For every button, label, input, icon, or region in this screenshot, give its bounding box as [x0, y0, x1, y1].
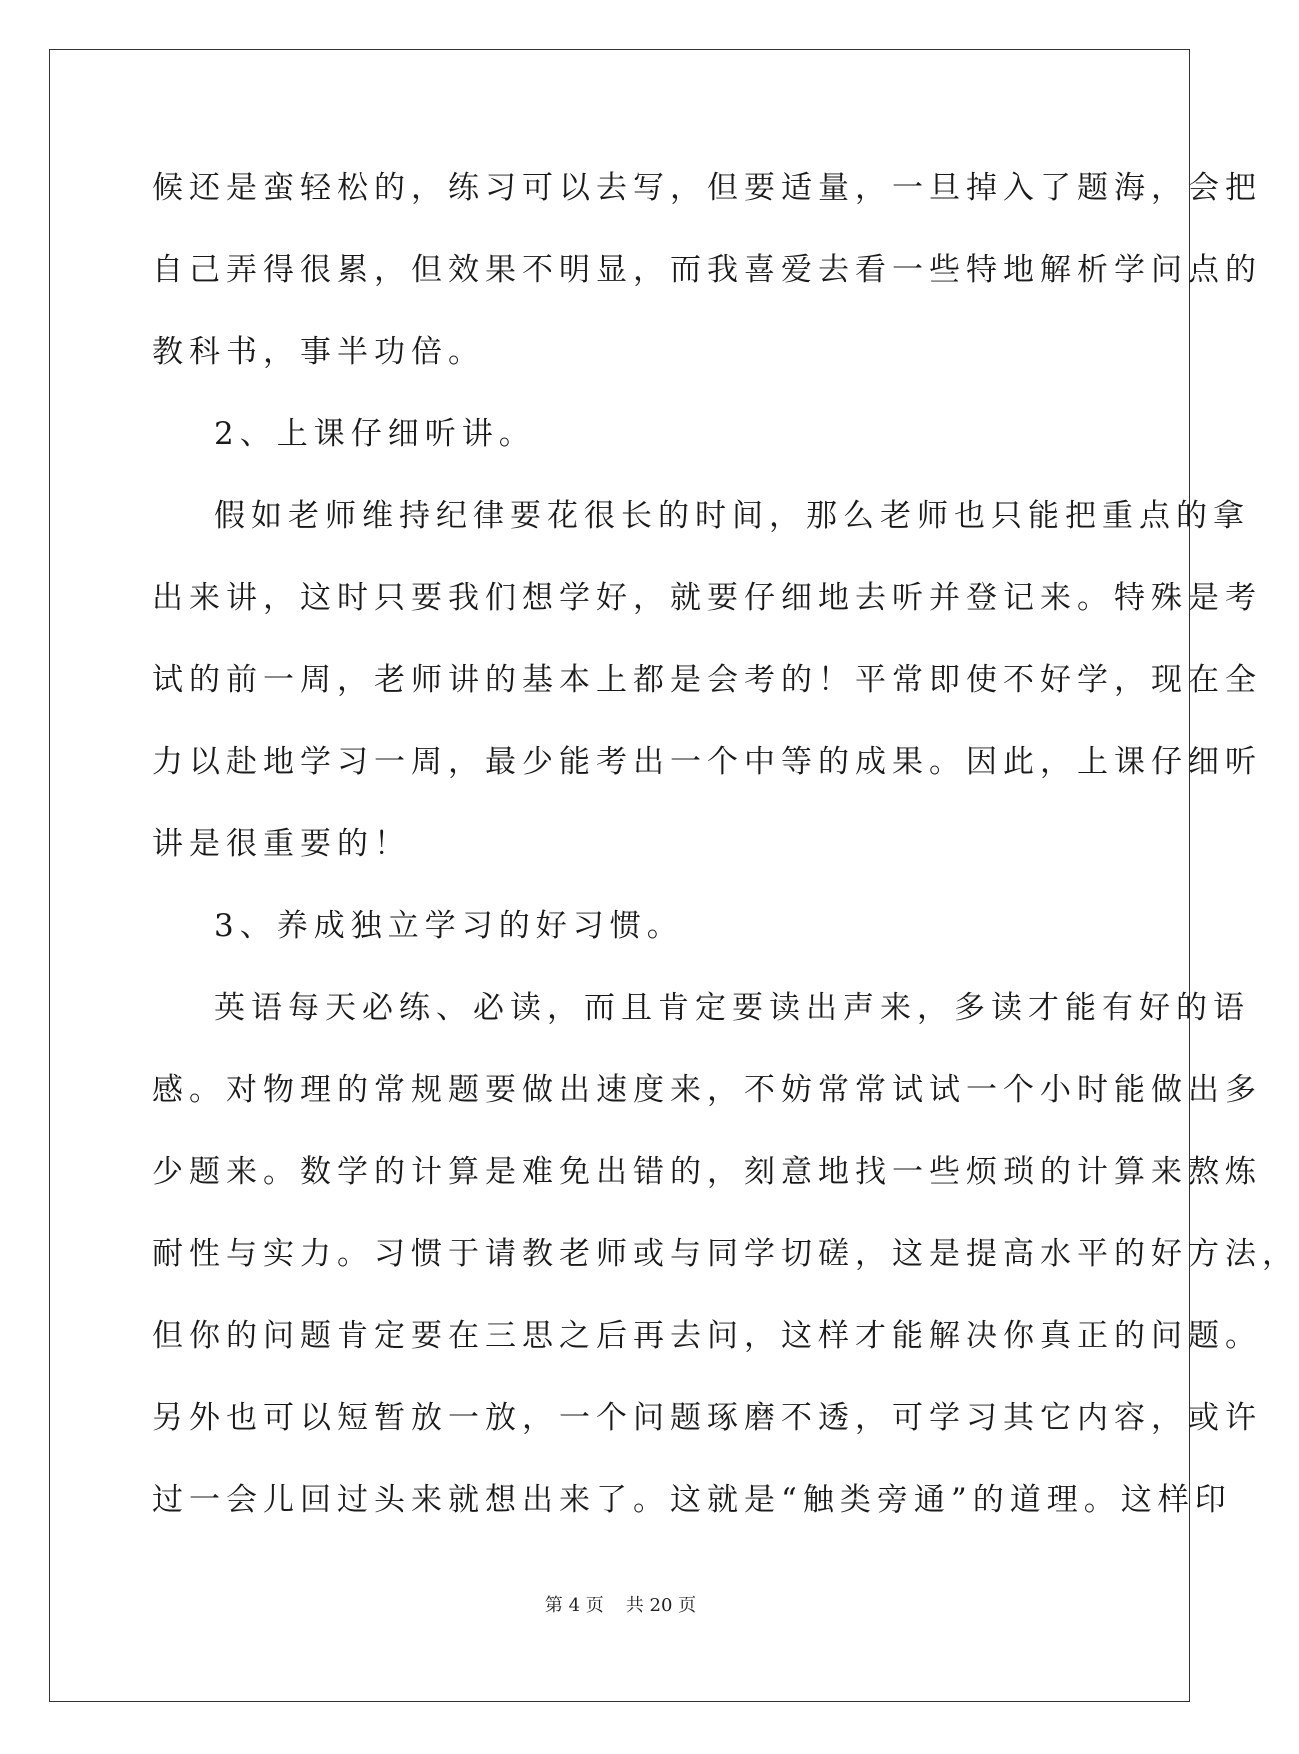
- text-line-12: 感。对物理的常规题要做出速度来，不妨常常试试一个小时能做出多: [152, 1072, 1262, 1108]
- text-line-14: 耐性与实力。习惯于请教老师或与同学切磋，这是提高水平的好方法，: [152, 1236, 1299, 1272]
- text-line-9: 讲是很重要的！: [152, 826, 411, 862]
- page-number: 第 4 页: [544, 1595, 604, 1616]
- page-footer: [0, 1591, 1241, 1617]
- text-line-7: 试的前一周，老师讲的基本上都是会考的！平常即使不好学，现在全: [152, 662, 1262, 698]
- text-line-11: 英语每天必练、必读，而且肯定要读出声来，多读才能有好的语: [214, 990, 1250, 1026]
- page-total: 共 20 页: [625, 1595, 697, 1616]
- text-line-17: 过一会儿回过头来就想出来了。这就是“触类旁通”的道理。这样印: [152, 1482, 1232, 1518]
- text-line-15: 但你的问题肯定要在三思之后再去问，这样才能解决你真正的问题。: [152, 1318, 1262, 1354]
- text-line-13: 少题来。数学的计算是难免出错的，刻意地找一些烦琐的计算来熬炼: [152, 1154, 1262, 1190]
- text-line-1: 候还是蛮轻松的，练习可以去写，但要适量，一旦掉入了题海，会把: [152, 170, 1262, 206]
- text-line-5: 假如老师维持纪律要花很长的时间，那么老师也只能把重点的拿: [214, 498, 1250, 534]
- section-heading-2: 2、上课仔细听讲。: [214, 416, 536, 452]
- text-line-8: 力以赴地学习一周，最少能考出一个中等的成果。因此，上课仔细听: [152, 744, 1262, 780]
- section-heading-3: 3、养成独立学习的好习惯。: [214, 908, 684, 944]
- text-line-2: 自己弄得很累，但效果不明显，而我喜爱去看一些特地解析学问点的: [152, 252, 1262, 288]
- text-line-16: 另外也可以短暂放一放，一个问题琢磨不透，可学习其它内容，或许: [152, 1400, 1262, 1436]
- text-line-6: 出来讲，这时只要我们想学好，就要仔细地去听并登记来。特殊是考: [152, 580, 1262, 616]
- text-line-3: 教科书，事半功倍。: [152, 334, 485, 370]
- document-body: [152, 160, 1299, 1528]
